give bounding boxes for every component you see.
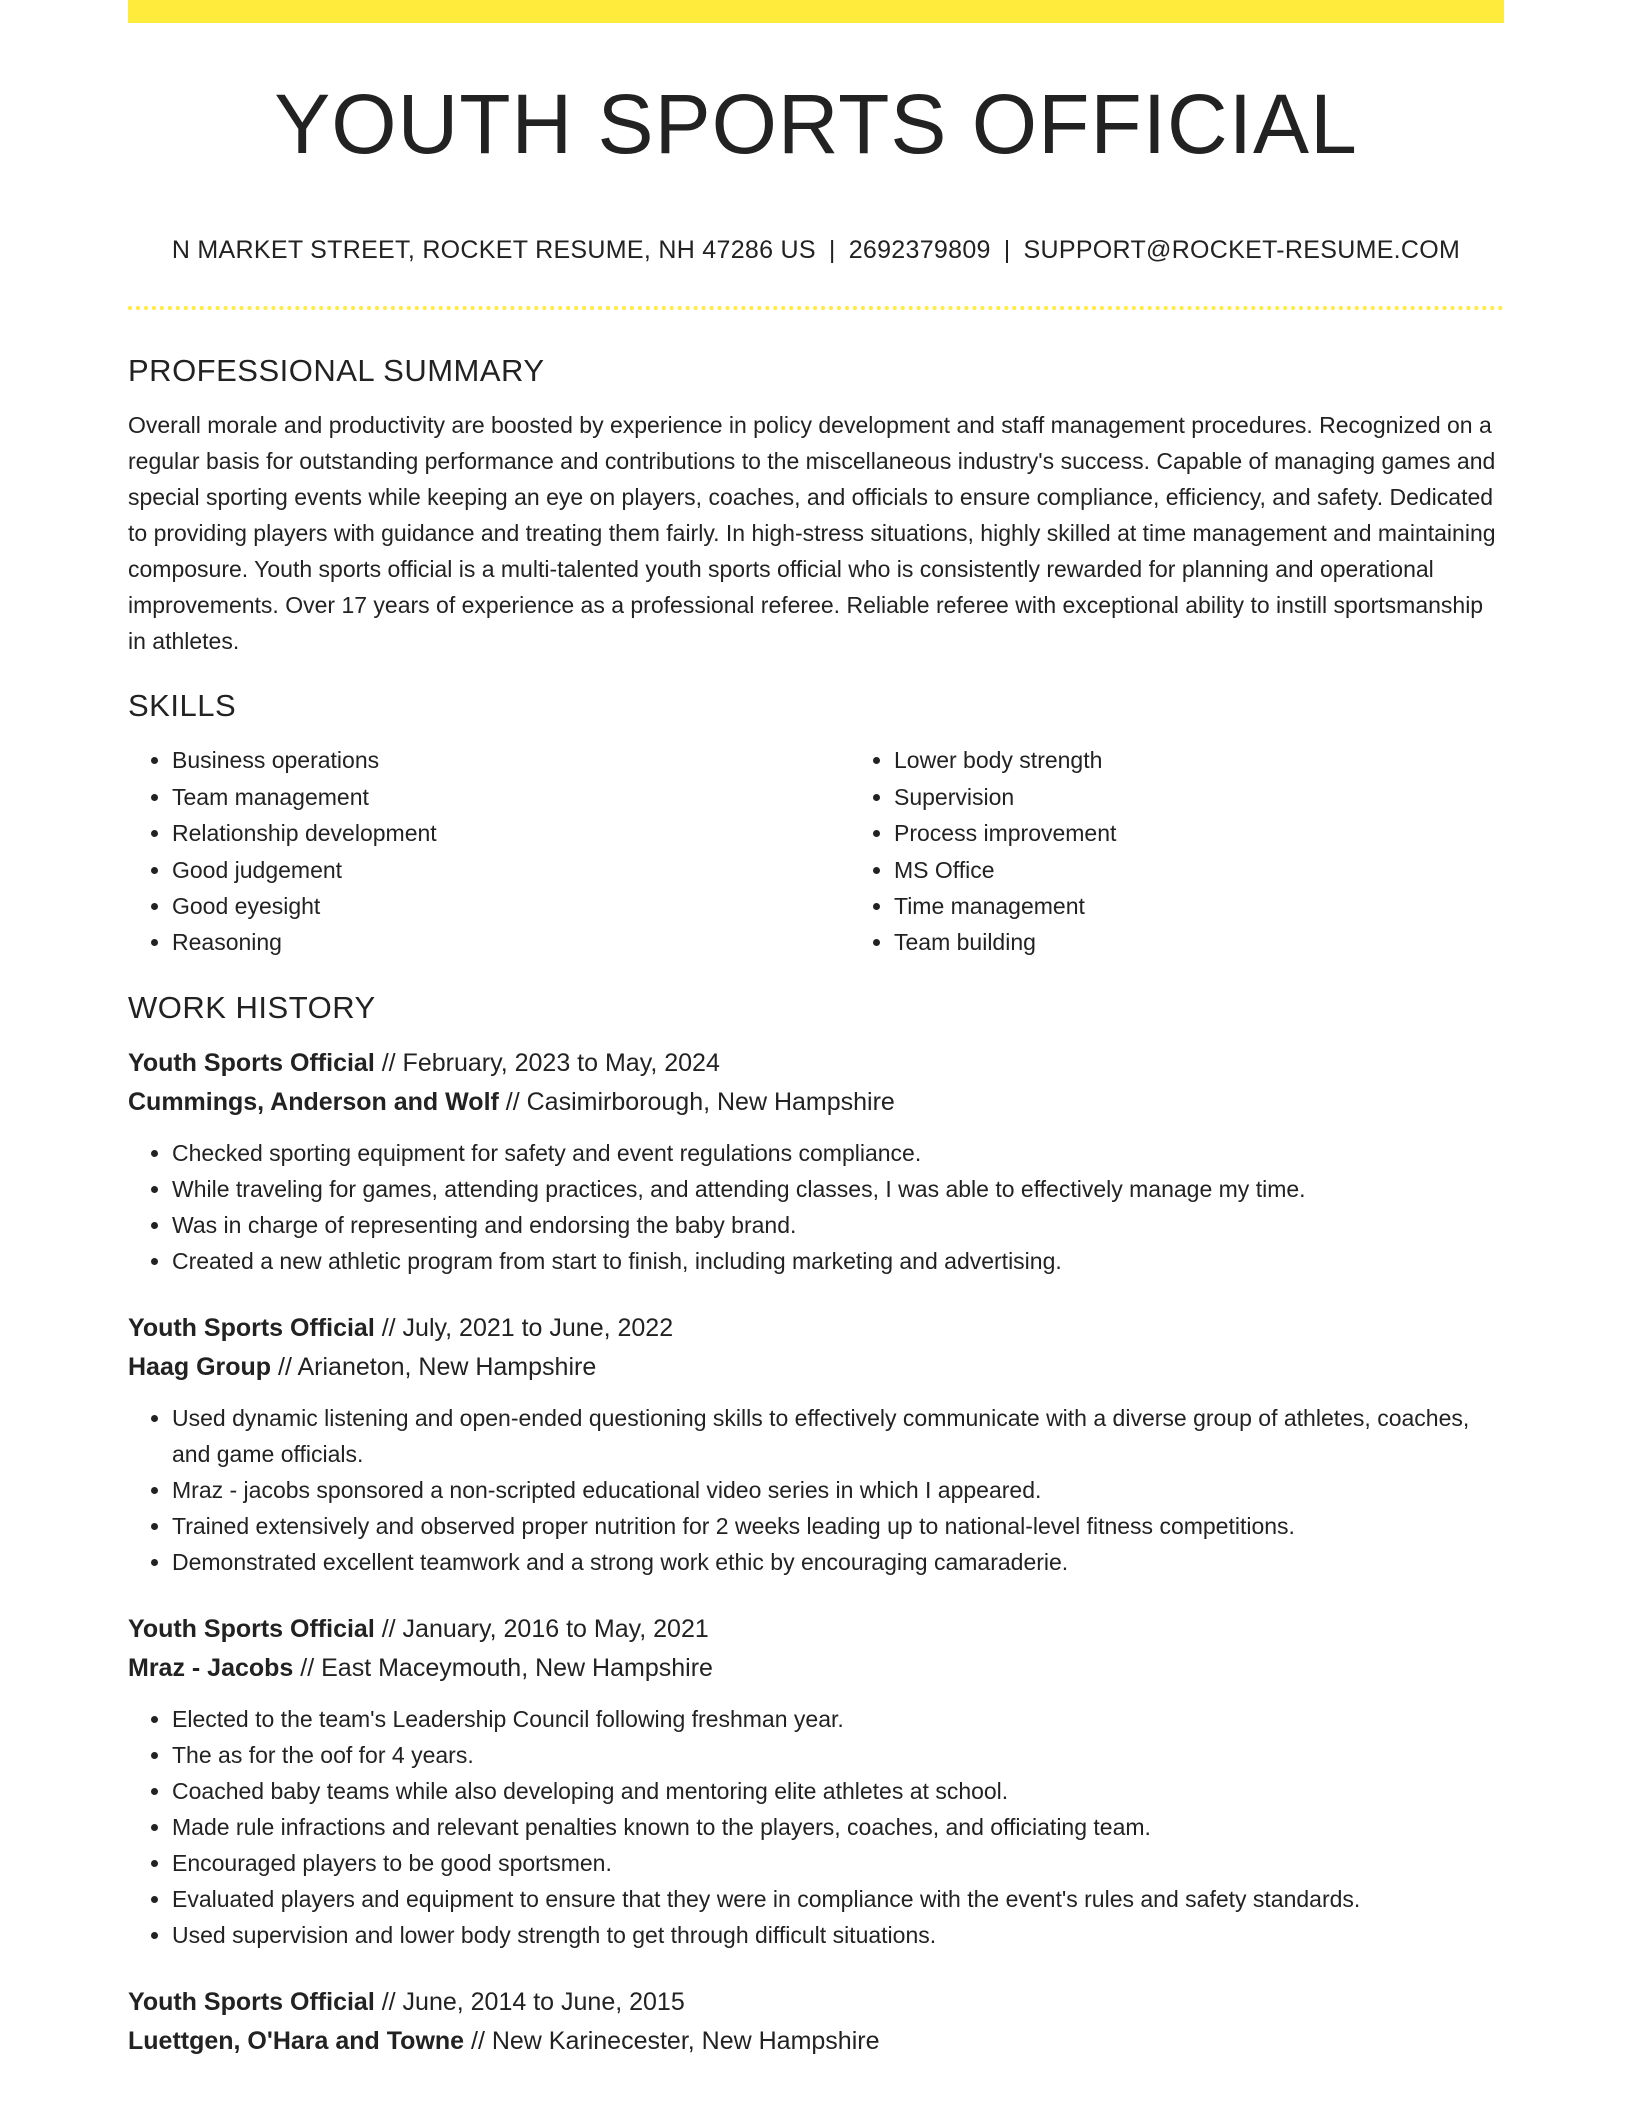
job-company: Luettgen, O'Hara and Towne — [128, 2026, 465, 2055]
skill-item: • Process improvement — [894, 815, 1572, 851]
skill-item: • Team management — [172, 779, 850, 815]
job-entry — [128, 1610, 1504, 1953]
job-company-line — [128, 1348, 1504, 1387]
skill-item: • Reasoning — [172, 924, 850, 960]
job-role: Youth Sports Official — [128, 1314, 375, 1342]
job-entry — [128, 1983, 1504, 2060]
job-entry — [128, 1309, 1504, 1580]
job-bullet: • Encouraged players to be good sportsmen. — [172, 1845, 1504, 1881]
job-role: Youth Sports Official — [128, 1988, 375, 2016]
job-dates: // January, 2016 to May, 2021 — [374, 1615, 709, 1643]
resume-content — [128, 352, 1504, 2090]
skill-item: • Relationship development — [172, 815, 850, 851]
job-bullet: • Made rule infractions and relevant penalties known to the players, coaches, and officiating team. — [172, 1809, 1504, 1845]
skill-item: • Good judgement — [172, 852, 850, 888]
skill-item: • Supervision — [894, 779, 1572, 815]
contact-separator: | — [828, 236, 836, 264]
skills-list-left — [128, 742, 850, 960]
skill-item: • Lower body strength — [894, 742, 1572, 778]
job-dates: // June, 2014 to June, 2015 — [374, 1988, 685, 2016]
contact-line — [128, 236, 1504, 265]
job-company-line — [128, 1083, 1504, 1122]
job-location: // East Maceymouth, New Hampshire — [293, 1653, 713, 1682]
job-company: Mraz - Jacobs — [128, 1653, 294, 1682]
job-bullet: • The as for the oof for 4 years. — [172, 1737, 1504, 1773]
job-bullet: • Mraz - jacobs sponsored a non-scripted educational video series in which I appeared. — [172, 1472, 1504, 1508]
skill-item: • MS Office — [894, 852, 1572, 888]
contact-separator: | — [1003, 236, 1011, 264]
job-bullet: • Created a new athletic program from start to finish, including marketing and advertising. — [172, 1243, 1504, 1279]
job-title-line — [128, 1610, 1504, 1649]
job-entry — [128, 1044, 1504, 1279]
job-company: Cummings, Anderson and Wolf — [128, 1087, 499, 1116]
summary-text: Overall morale and productivity are boosted by experience in policy development and staff management procedures. Recognized on a regular basis for outstanding performance and contributions to the miscellaneous industry's success. Capable of managing games and special sporting events while keeping an eye on players, coaches, and officials to ensure compliance, efficiency, and safety. Dedicated to providing players with guidance and treating them fairly. In high-stress situations, highly skilled at time management and maintaining composure. Youth sports official is a multi-talented youth sports official who is consistently rewarded for planning and operational improvements. Over 17 years of experience as a professional referee. Reliable referee with exceptional ability to instill sportsmanship in athletes. — [128, 412, 1496, 655]
job-bullets — [128, 1135, 1504, 1279]
skills-columns — [128, 742, 1504, 960]
job-bullet: • Trained extensively and observed proper nutrition for 2 weeks leading up to national-level fitness competitions. — [172, 1508, 1504, 1544]
job-title-line — [128, 1044, 1504, 1083]
job-location: // Casimirborough, New Hampshire — [498, 1087, 895, 1116]
job-company: Haag Group — [128, 1352, 272, 1381]
job-bullets — [128, 1701, 1504, 1953]
job-bullet: • Coached baby teams while also developing and mentoring elite athletes at school. — [172, 1773, 1504, 1809]
work-history-heading: WORK HISTORY — [128, 989, 376, 1025]
job-bullet: • Was in charge of representing and endorsing the baby brand. — [172, 1207, 1504, 1243]
skill-item: • Business operations — [172, 742, 850, 778]
job-bullet: • While traveling for games, attending practices, and attending classes, I was able to effectively manage my time. — [172, 1171, 1504, 1207]
job-dates: // February, 2023 to May, 2024 — [374, 1049, 720, 1077]
job-bullet: • Evaluated players and equipment to ensure that they were in compliance with the event's rules and safety standards. — [172, 1881, 1504, 1917]
job-bullet: • Used supervision and lower body strength to get through difficult situations. — [172, 1917, 1504, 1953]
job-location: // New Karinecester, New Hampshire — [464, 2026, 880, 2055]
job-location: // Arianeton, New Hampshire — [271, 1352, 597, 1381]
skills-list-right — [850, 742, 1572, 960]
summary-heading: PROFESSIONAL SUMMARY — [128, 353, 545, 388]
skill-item: • Good eyesight — [172, 888, 850, 924]
job-role: Youth Sports Official — [128, 1049, 375, 1077]
job-title-line — [128, 1983, 1504, 2022]
job-dates: // July, 2021 to June, 2022 — [374, 1314, 674, 1342]
contact-email[interactable]: SUPPORT@ROCKET-RESUME.COM — [1023, 236, 1461, 264]
job-company-line — [128, 1649, 1504, 1688]
skill-item: • Time management — [894, 888, 1572, 924]
job-bullet: • Elected to the team's Leadership Council following freshman year. — [172, 1701, 1504, 1737]
job-bullets — [128, 1400, 1504, 1580]
contact-phone: 2692379809 — [848, 236, 991, 264]
job-role: Youth Sports Official — [128, 1615, 375, 1643]
job-title-line — [128, 1309, 1504, 1348]
job-bullet: • Checked sporting equipment for safety and event regulations compliance. — [172, 1135, 1504, 1171]
skill-item: • Team building — [894, 924, 1572, 960]
job-company-line — [128, 2022, 1504, 2061]
accent-top-bar — [128, 0, 1504, 23]
contact-address: N MARKET STREET, ROCKET RESUME, NH 47286 US — [171, 236, 816, 264]
job-bullet: • Used dynamic listening and open-ended questioning skills to effectively communicate with a diverse group of athletes, coaches, and game officials. — [172, 1400, 1504, 1472]
header-divider — [128, 306, 1504, 310]
skills-heading: SKILLS — [128, 688, 237, 724]
resume-name: YOUTH SPORTS OFFICIAL — [274, 77, 1358, 171]
job-bullet: • Demonstrated excellent teamwork and a strong work ethic by encouraging camaraderie. — [172, 1544, 1504, 1580]
